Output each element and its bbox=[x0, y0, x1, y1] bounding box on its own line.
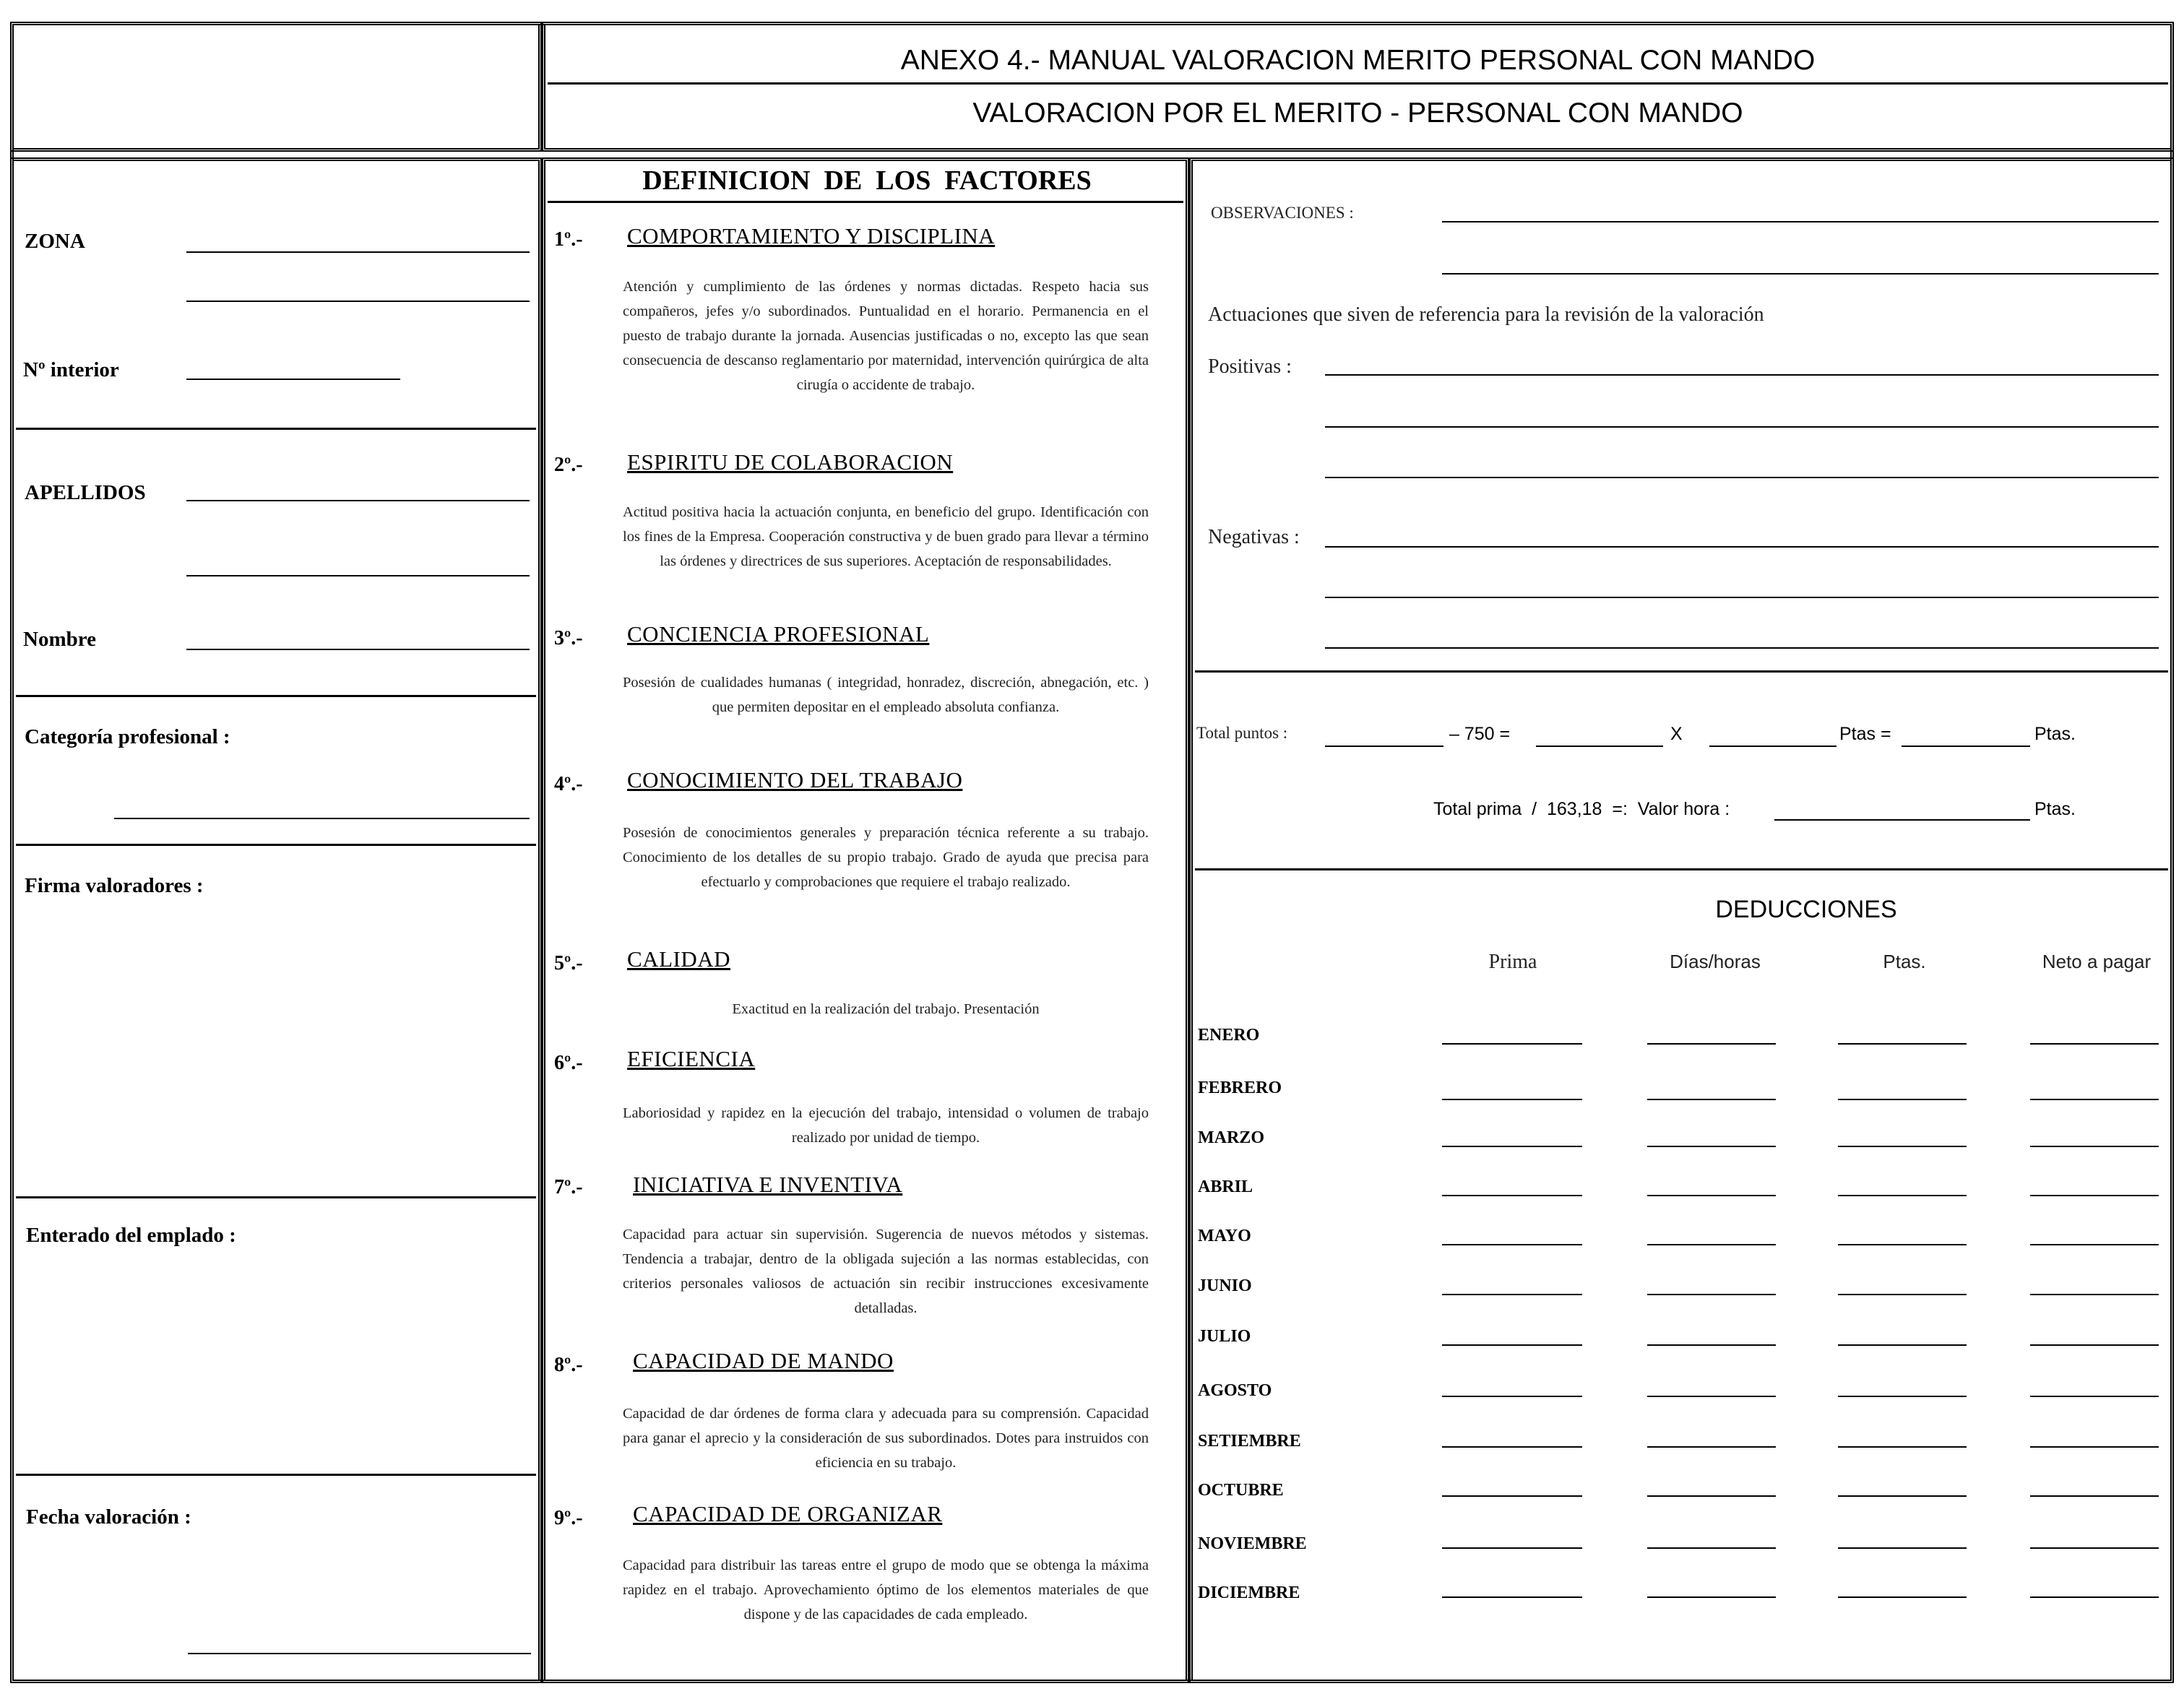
prima-field[interactable] bbox=[1442, 1146, 1582, 1147]
nombre-label: Nombre bbox=[23, 628, 96, 651]
neto-field[interactable] bbox=[2030, 1344, 2159, 1346]
prima-field[interactable] bbox=[1442, 1344, 1582, 1346]
factor-number: 5º.- bbox=[554, 952, 583, 975]
dias-horas-field[interactable] bbox=[1647, 1344, 1776, 1346]
dias-horas-field[interactable] bbox=[1647, 1195, 1776, 1196]
right-divider-2 bbox=[1195, 868, 2168, 870]
header-divider bbox=[548, 82, 2168, 85]
factor-description: Atención y cumplimiento de las órdenes y normas dictadas. Respeto hacia sus compañeros, jefes y/o subordinados. Puntualidad en el horario. Permanencia en el puesto de trabajo durante la jornada. Ausencias justificadas o no, excepto las que sean consecuencia de descanso reglamentario por maternidad, intervención quirúrgica de alta cirugía o accidente de trabajo. bbox=[623, 279, 1149, 393]
ptas-field[interactable] bbox=[1838, 1446, 1967, 1448]
factor-name: COMPORTAMIENTO Y DISCIPLINA bbox=[627, 223, 996, 249]
fecha-field[interactable] bbox=[188, 1653, 531, 1654]
ptas-result-field[interactable] bbox=[1902, 746, 2030, 747]
factor-description: Posesión de cualidades humanas ( integridad, honradez, discreción, abnegación, etc. ) que permiten depositar en el empleado absoluta confianza. bbox=[623, 675, 1149, 715]
neto-field[interactable] bbox=[2030, 1099, 2159, 1100]
fecha-label: Fecha valoración : bbox=[26, 1505, 191, 1529]
neto-field[interactable] bbox=[2030, 1446, 2159, 1448]
ptas-field[interactable] bbox=[1838, 1495, 1967, 1497]
neto-field[interactable] bbox=[2030, 1244, 2159, 1245]
column-header-dias-horas: Días/horas bbox=[1670, 951, 1761, 972]
month-label: MAYO bbox=[1198, 1227, 1251, 1245]
prima-field[interactable] bbox=[1442, 1495, 1582, 1497]
header-left-box bbox=[10, 22, 542, 152]
n-interior-field[interactable] bbox=[186, 379, 400, 380]
prima-field[interactable] bbox=[1442, 1195, 1582, 1196]
observaciones-field[interactable] bbox=[1442, 221, 2159, 222]
ptas-field[interactable] bbox=[1838, 1344, 1967, 1346]
factor-name: EFICIENCIA bbox=[627, 1046, 756, 1071]
n-interior-label: Nº interior bbox=[23, 358, 119, 381]
zona-field-2[interactable] bbox=[186, 301, 530, 302]
left-divider-3 bbox=[16, 844, 536, 846]
factores-heading: DEFINICION DE LOS FACTORES bbox=[642, 165, 1092, 196]
factor-number: 3º.- bbox=[554, 627, 583, 649]
categoria-field[interactable] bbox=[114, 818, 530, 819]
left-panel bbox=[10, 157, 542, 1683]
apellidos-field[interactable] bbox=[186, 500, 530, 501]
month-label: AGOSTO bbox=[1198, 1381, 1272, 1400]
month-label: JULIO bbox=[1198, 1327, 1251, 1346]
valor-hora-field[interactable] bbox=[1774, 819, 2030, 821]
dias-horas-field[interactable] bbox=[1647, 1547, 1776, 1549]
factor-number: 7º.- bbox=[554, 1176, 583, 1198]
total-puntos-field[interactable] bbox=[1325, 746, 1443, 747]
neto-field[interactable] bbox=[2030, 1294, 2159, 1295]
factor-name: CAPACIDAD DE MANDO bbox=[633, 1348, 894, 1373]
total-puntos-label: Total puntos : bbox=[1196, 724, 1288, 742]
factor-description: Laboriosidad y rapidez en la ejecución del trabajo, intensidad o volumen de trabajo realizado por unidad de tiempo. bbox=[623, 1105, 1149, 1146]
factor-number: 6º.- bbox=[554, 1052, 583, 1074]
prima-field[interactable] bbox=[1442, 1244, 1582, 1245]
column-header-prima: Prima bbox=[1488, 951, 1537, 973]
neto-field[interactable] bbox=[2030, 1596, 2159, 1598]
negativas-field-2[interactable] bbox=[1325, 597, 2159, 598]
left-divider-4 bbox=[16, 1196, 536, 1198]
right-divider-1 bbox=[1195, 670, 2168, 673]
ptas-unit: Ptas. bbox=[2034, 724, 2076, 744]
left-divider-1 bbox=[16, 428, 536, 430]
ptas-field[interactable] bbox=[1838, 1547, 1967, 1549]
positivas-field-2[interactable] bbox=[1325, 426, 2159, 428]
month-label: ABRIL bbox=[1198, 1177, 1253, 1196]
dias-horas-field[interactable] bbox=[1647, 1596, 1776, 1598]
neto-field[interactable] bbox=[2030, 1547, 2159, 1549]
dias-horas-field[interactable] bbox=[1647, 1043, 1776, 1045]
factor-name: CONOCIMIENTO DEL TRABAJO bbox=[627, 767, 963, 792]
prima-field[interactable] bbox=[1442, 1596, 1582, 1598]
deducciones-title: DEDUCCIONES bbox=[1715, 896, 1897, 923]
apellidos-label: APELLIDOS bbox=[25, 481, 146, 504]
month-label: NOVIEMBRE bbox=[1198, 1534, 1307, 1553]
month-label: MARZO bbox=[1198, 1128, 1264, 1147]
neto-field[interactable] bbox=[2030, 1043, 2159, 1045]
observaciones-label: OBSERVACIONES : bbox=[1211, 204, 1354, 222]
ptas-field[interactable] bbox=[1838, 1043, 1967, 1045]
positivas-label: Positivas : bbox=[1208, 355, 1292, 378]
month-label: SETIEMBRE bbox=[1198, 1432, 1301, 1451]
minus-750-text: – 750 = bbox=[1449, 724, 1511, 744]
month-label: DICIEMBRE bbox=[1198, 1583, 1300, 1602]
factor-name: CONCIENCIA PROFESIONAL bbox=[627, 621, 930, 647]
prima-field[interactable] bbox=[1442, 1043, 1582, 1045]
factor-name: INICIATIVA E INVENTIVA bbox=[633, 1172, 903, 1197]
factor-number: 2º.- bbox=[554, 454, 583, 476]
negativas-label: Negativas : bbox=[1208, 526, 1300, 548]
month-label: JUNIO bbox=[1198, 1276, 1252, 1295]
left-divider-2 bbox=[16, 695, 536, 697]
column-header-neto: Neto a pagar bbox=[2042, 951, 2151, 972]
factor-number: 1º.- bbox=[554, 228, 583, 251]
factor-description: Capacidad para actuar sin supervisión. Sugerencia de nuevos métodos y sistemas. Tendencia a trabajar, dentro de la obligada sujeción a las normas establecidas, con criterios personales valiosos de actuación sin recibir instrucciones excesivamente detalladas. bbox=[623, 1227, 1149, 1316]
ptas-equals-text: Ptas = bbox=[1839, 724, 1891, 744]
prima-field[interactable] bbox=[1442, 1294, 1582, 1295]
factor-description: Capacidad para distribuir las tareas entre el grupo de modo que se obtenga la máxima rapidez en el trabajo. Aprovechamiento óptimo de los elementos materiales de que dispone y de las capacidades de cada empleado. bbox=[623, 1557, 1149, 1622]
multiplier-field[interactable] bbox=[1709, 746, 1836, 747]
negativas-field[interactable] bbox=[1325, 546, 2159, 548]
page-subtitle: VALORACION POR EL MERITO - PERSONAL CON MANDO bbox=[972, 98, 1743, 129]
categoria-label: Categoría profesional : bbox=[25, 725, 230, 748]
factor-description: Actitud positiva hacia la actuación conjunta, en beneficio del grupo. Identificación con los fines de la Empresa. Cooperación constructiva y de buen grado para llevar a término las órdenes y directrices de sus superiores. Aceptación de responsabilidades. bbox=[623, 504, 1149, 569]
dias-horas-field[interactable] bbox=[1647, 1446, 1776, 1448]
month-label: FEBRERO bbox=[1198, 1079, 1282, 1097]
negativas-field-3[interactable] bbox=[1325, 647, 2159, 649]
factor-number: 8º.- bbox=[554, 1354, 583, 1376]
positivas-field-3[interactable] bbox=[1325, 477, 2159, 478]
prima-field[interactable] bbox=[1442, 1396, 1582, 1397]
total-prima-text: Total prima / 163,18 =: Valor hora : bbox=[1433, 799, 1730, 819]
ptas-field[interactable] bbox=[1838, 1396, 1967, 1397]
prima-field[interactable] bbox=[1442, 1446, 1582, 1448]
factor-name: ESPIRITU DE COLABORACION bbox=[627, 449, 954, 475]
zona-label: ZONA bbox=[25, 230, 85, 253]
prima-field[interactable] bbox=[1442, 1099, 1582, 1100]
neto-field[interactable] bbox=[2030, 1195, 2159, 1196]
nombre-field[interactable] bbox=[186, 649, 530, 650]
ptas-field[interactable] bbox=[1838, 1596, 1967, 1598]
factor-description: Exactitud en la realización del trabajo. Presentación bbox=[732, 1001, 1040, 1017]
positivas-field[interactable] bbox=[1325, 374, 2159, 376]
neto-field[interactable] bbox=[2030, 1146, 2159, 1147]
dias-horas-field[interactable] bbox=[1647, 1396, 1776, 1397]
factor-number: 9º.- bbox=[554, 1507, 583, 1529]
month-label: OCTUBRE bbox=[1198, 1481, 1284, 1500]
dias-horas-field[interactable] bbox=[1647, 1146, 1776, 1147]
factor-description: Capacidad de dar órdenes de forma clara y adecuada para su comprensión. Capacidad para ganar el aprecio y la consideración de sus subordinados. Dotes para instruidos con eficiencia en su trabajo. bbox=[623, 1406, 1149, 1471]
ptas-field[interactable] bbox=[1838, 1244, 1967, 1245]
dias-horas-field[interactable] bbox=[1647, 1244, 1776, 1245]
prima-field[interactable] bbox=[1442, 1547, 1582, 1549]
ptas-unit-2: Ptas. bbox=[2034, 799, 2076, 819]
actuaciones-text: Actuaciones que siven de referencia para la revisión de la valoración bbox=[1208, 303, 1764, 326]
factores-heading-rule bbox=[548, 201, 1183, 203]
neto-field[interactable] bbox=[2030, 1495, 2159, 1497]
neto-field[interactable] bbox=[2030, 1396, 2159, 1397]
multiply-sign: X bbox=[1670, 724, 1683, 744]
factor-description: Posesión de conocimientos generales y preparación técnica referente a su trabajo. Conocimiento de los detalles de su propio trabajo. Grado de ayuda que precisa para efectuarlo y comprobaciones que requiere el trabajo realizado. bbox=[623, 825, 1149, 890]
firma-label: Firma valoradores : bbox=[25, 874, 204, 897]
page-title: ANEXO 4.- MANUAL VALORACION MERITO PERSONAL CON MANDO bbox=[900, 45, 1816, 76]
dias-horas-field[interactable] bbox=[1647, 1495, 1776, 1497]
ptas-field[interactable] bbox=[1838, 1195, 1967, 1196]
left-divider-5 bbox=[16, 1474, 536, 1476]
factor-name: CALIDAD bbox=[627, 946, 730, 972]
enterado-label: Enterado del emplado : bbox=[26, 1224, 236, 1247]
ptas-field[interactable] bbox=[1838, 1294, 1967, 1295]
ptas-field[interactable] bbox=[1838, 1146, 1967, 1147]
minus-750-field[interactable] bbox=[1536, 746, 1663, 747]
month-label: ENERO bbox=[1198, 1026, 1260, 1045]
observaciones-field-2[interactable] bbox=[1442, 273, 2159, 275]
dias-horas-field[interactable] bbox=[1647, 1099, 1776, 1100]
dias-horas-field[interactable] bbox=[1647, 1294, 1776, 1295]
apellidos-field-2[interactable] bbox=[186, 575, 530, 576]
factor-number: 4º.- bbox=[554, 773, 583, 795]
zona-field[interactable] bbox=[186, 251, 530, 253]
header-right-box bbox=[542, 22, 2174, 152]
column-header-ptas: Ptas. bbox=[1883, 951, 1926, 972]
ptas-field[interactable] bbox=[1838, 1099, 1967, 1100]
factor-name: CAPACIDAD DE ORGANIZAR bbox=[633, 1501, 943, 1526]
